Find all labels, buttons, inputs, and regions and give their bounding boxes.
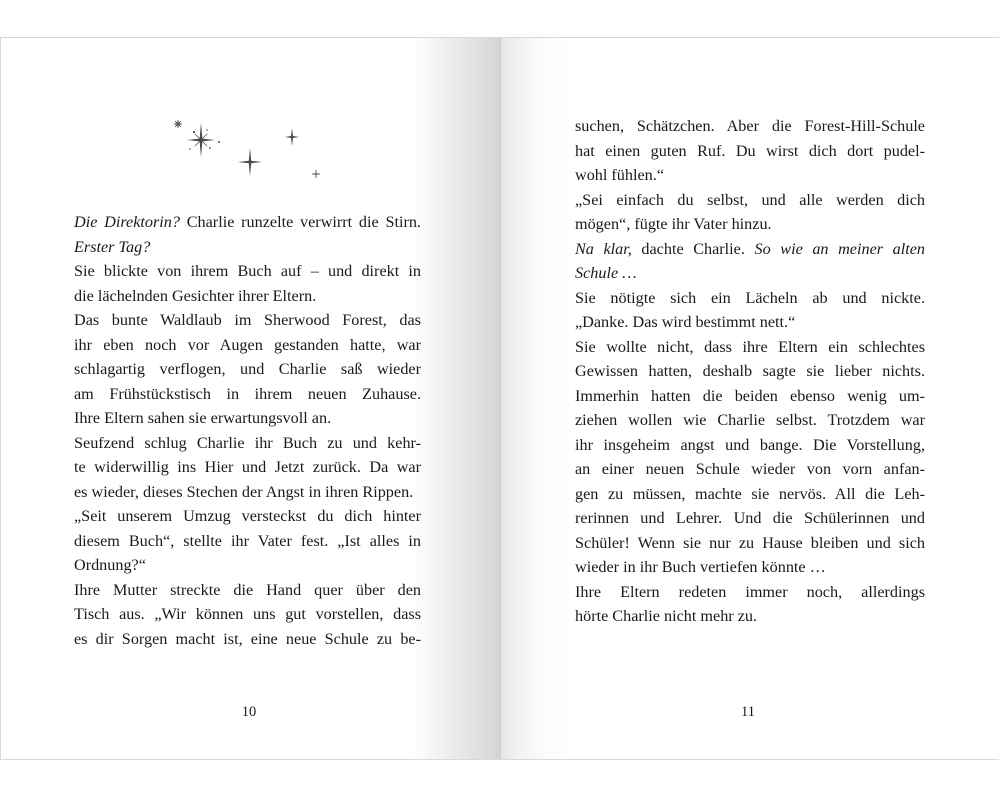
text-line	[575, 580, 925, 605]
italic-text: Na klar,	[575, 239, 632, 258]
line-text: Ihre Eltern redeten immer noch, allerdings	[575, 582, 925, 601]
line-text: Schüler! Wenn sie nur zu Hause bleiben und sich	[575, 533, 925, 552]
line-text: dachte Charlie.	[631, 239, 755, 258]
text-line	[74, 333, 421, 358]
italic-text: Die Direktorin?	[74, 213, 180, 231]
text-line	[74, 578, 421, 603]
text-line	[74, 480, 421, 505]
text-line	[74, 357, 421, 382]
line-text: te widerwillig ins Hier und Jetzt zurück. Da war	[74, 458, 421, 476]
text-line	[575, 286, 925, 311]
text-line	[575, 237, 925, 262]
line-text: „Sei einfach du selbst, und alle werden dich	[575, 190, 925, 209]
left-page-text	[74, 210, 421, 651]
text-line	[74, 406, 421, 431]
text-line	[575, 506, 925, 531]
text-line	[74, 504, 421, 529]
text-line	[575, 310, 925, 335]
text-line	[575, 359, 925, 384]
text-line	[575, 531, 925, 556]
open-book	[0, 37, 999, 760]
line-text: Seufzend schlug Charlie ihr Buch zu und kehr-	[74, 433, 421, 452]
line-text: Tisch aus. „Wir können uns gut vorstellen, dass	[74, 605, 421, 623]
page-number-left: 10	[241, 704, 257, 720]
line-text: schlagartig verflogen, und Charlie saß wieder	[74, 360, 421, 378]
page-number-right: 11	[741, 704, 755, 720]
text-line	[74, 553, 421, 578]
line-text: gen zu müssen, machte sie nervös. All die Leh-	[575, 484, 925, 503]
line-text: an einer neuen Schule wieder von vorn anfan-	[575, 460, 925, 478]
line-text: Sie nötigte sich ein Lächeln ab und nickte.	[575, 288, 925, 307]
line-text: Immerhin hatten die beiden ebenso wenig um-	[575, 386, 925, 405]
text-line	[575, 482, 925, 507]
text-line	[74, 259, 421, 284]
line-text: „Seit unserem Umzug versteckst du dich hinter	[74, 507, 421, 525]
right-page	[501, 38, 1000, 759]
text-line	[575, 384, 925, 409]
text-line	[74, 602, 421, 627]
line-text: es dir Sorgen macht ist, eine neue Schule zu be-	[74, 629, 421, 648]
right-page-text	[575, 114, 925, 629]
text-line	[575, 335, 925, 360]
line-text: Gewissen hatten, deshalb sagte sie lieber nichts.	[575, 362, 925, 380]
text-line	[575, 139, 925, 164]
text-line	[74, 627, 421, 652]
line-text: Das bunte Waldlaub im Sherwood Forest, das	[74, 311, 421, 329]
text-line	[74, 431, 421, 456]
line-text: Sie wollte nicht, dass ihre Eltern ein schlechtes	[575, 337, 925, 356]
left-page	[1, 38, 501, 759]
line-text: hörte Charlie nicht mehr zu.	[575, 607, 758, 625]
text-line	[74, 455, 421, 480]
line-text: Sie blickte von ihrem Buch auf – und direkt in	[74, 262, 421, 280]
text-line	[74, 308, 421, 333]
line-text: diesem Buch“, stellte ihr Vater fest. „Ist alles in	[74, 531, 421, 550]
text-line	[74, 210, 421, 235]
text-line	[575, 457, 925, 482]
text-line	[575, 212, 925, 237]
text-line	[575, 114, 925, 139]
text-line	[575, 408, 925, 433]
italic-text: Erster Tag?	[74, 237, 151, 256]
line-text: es wieder, dieses Stechen der Angst in ihren Rippen.	[74, 482, 414, 501]
line-text: mögen“, fügte ihr Vater hinzu.	[575, 215, 772, 233]
text-line	[575, 433, 925, 458]
text-line	[575, 261, 925, 286]
line-text: Charlie runzelte verwirrt die Stirn.	[179, 213, 421, 231]
text-line	[74, 382, 421, 407]
text-line	[575, 163, 925, 188]
line-text: Ihre Eltern sahen sie erwartungsvoll an.	[74, 409, 332, 427]
line-text: wieder in ihr Buch vertiefen könnte …	[575, 558, 826, 576]
line-text: die lächelnden Gesichter ihrer Eltern.	[74, 286, 317, 305]
line-text: suchen, Schätzchen. Aber die Forest-Hill-Schule	[575, 117, 925, 135]
line-text: ihr insgeheim angst und bange. Die Vorstellung,	[575, 435, 925, 454]
line-text: Ihre Mutter streckte die Hand quer über den	[74, 580, 421, 599]
text-line	[74, 529, 421, 554]
text-line	[74, 284, 421, 309]
line-text: hat einen guten Ruf. Du wirst dich dort pudel-	[575, 141, 925, 160]
line-text: rerinnen und Lehrer. Und die Schülerinnen und	[575, 509, 925, 527]
text-line	[575, 555, 925, 580]
line-text: wohl fühlen.“	[575, 166, 665, 184]
text-line	[575, 188, 925, 213]
line-text: „Danke. Das wird bestimmt nett.“	[575, 313, 796, 331]
italic-text: Schule …	[575, 264, 637, 282]
text-line	[74, 235, 421, 260]
line-text: Ordnung?“	[74, 556, 146, 574]
line-text: ziehen wollen wie Charlie selbst. Trotzdem war	[575, 411, 925, 429]
italic-text: So wie an meiner alten	[754, 239, 926, 258]
line-text: am Frühstückstisch in ihrem neuen Zuhause.	[74, 384, 421, 403]
text-line	[575, 604, 925, 629]
line-text: ihr eben noch vor Augen gestanden hatte, war	[74, 335, 421, 354]
